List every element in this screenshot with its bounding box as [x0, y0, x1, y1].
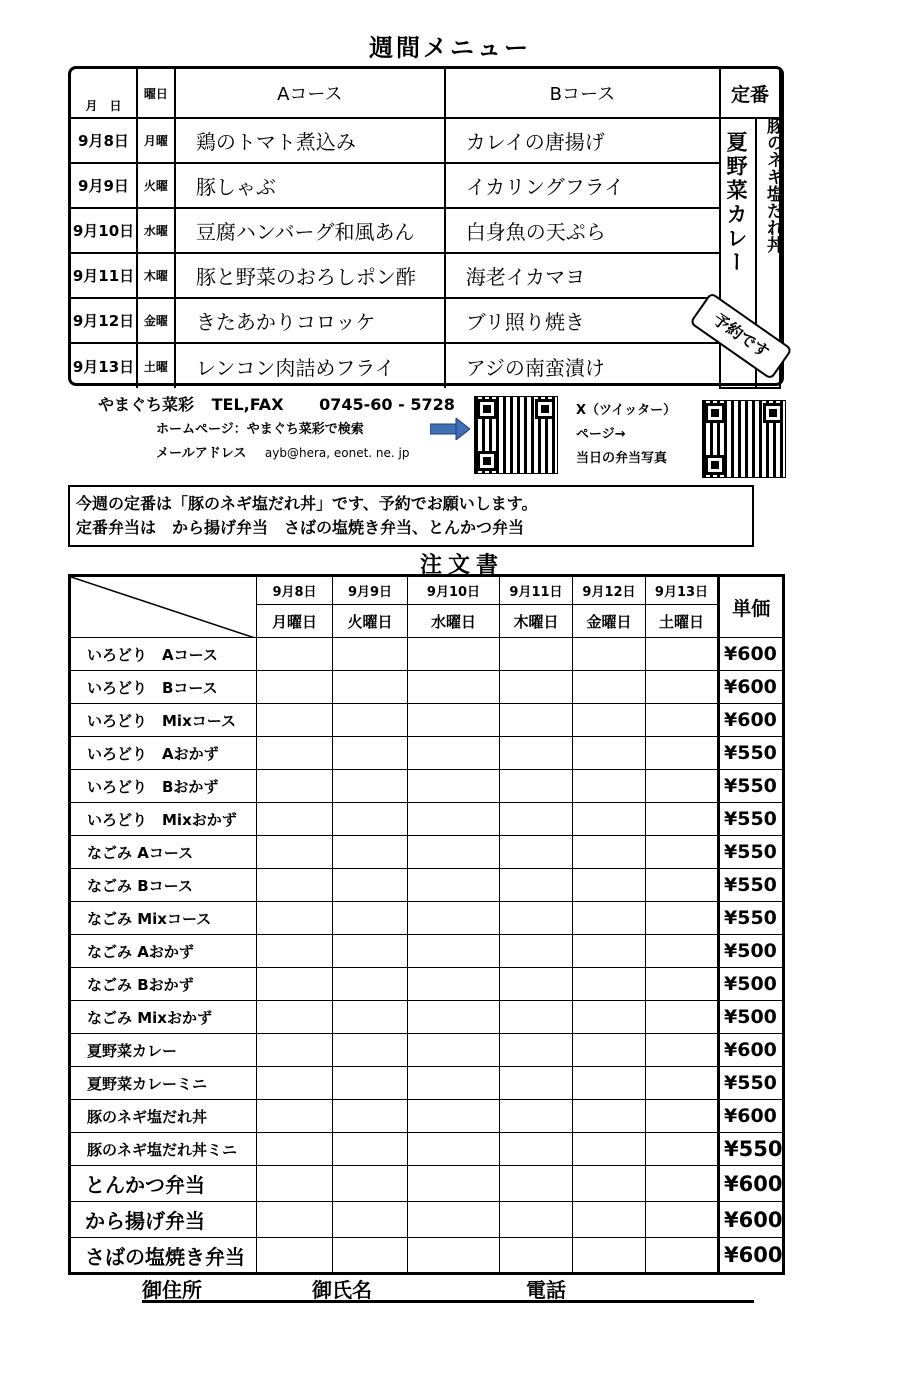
order-item-price: ¥550 [719, 1067, 784, 1100]
order-qty-cell[interactable] [408, 704, 500, 737]
order-item-name: なごみ Mixコース [70, 902, 257, 935]
order-qty-cell[interactable] [333, 737, 408, 770]
price-header: 単価 [719, 576, 784, 638]
order-qty-cell[interactable] [257, 671, 333, 704]
menu-header-course-b: Bコース [445, 69, 720, 118]
order-row [70, 1238, 784, 1274]
diagonal-line [71, 577, 257, 638]
menu-date: 9月13日 [71, 343, 137, 388]
order-item-name: いろどり Mixおかず [70, 803, 257, 836]
order-qty-cell[interactable] [646, 803, 719, 836]
order-qty-cell[interactable] [408, 1034, 500, 1067]
contact-line [98, 392, 455, 415]
order-qty-cell[interactable] [500, 704, 573, 737]
order-row [70, 803, 784, 836]
order-qty-cell[interactable] [573, 1202, 646, 1238]
order-qty-cell[interactable] [408, 836, 500, 869]
order-item-price: ¥550 [719, 737, 784, 770]
order-qty-cell[interactable] [408, 671, 500, 704]
order-qty-cell[interactable] [646, 671, 719, 704]
order-row [70, 770, 784, 803]
order-date-row [70, 576, 784, 605]
order-weekday: 土曜日 [646, 605, 719, 638]
order-qty-cell[interactable] [257, 1067, 333, 1100]
order-item-name: いろどり Mixコース [70, 704, 257, 737]
order-item-price: ¥600 [719, 1238, 784, 1274]
order-item-price: ¥500 [719, 968, 784, 1001]
order-row [70, 638, 784, 671]
order-qty-cell[interactable] [646, 737, 719, 770]
order-qty-cell[interactable] [500, 902, 573, 935]
notice-line: 定番弁当は から揚げ弁当 さばの塩焼き弁当、とんかつ弁当 [76, 518, 525, 537]
order-row [70, 671, 784, 704]
order-item-price: ¥600 [719, 671, 784, 704]
order-row [70, 968, 784, 1001]
page-title: 週間メニュー [369, 34, 531, 62]
order-qty-cell[interactable] [257, 803, 333, 836]
order-qty-cell[interactable] [257, 1133, 333, 1166]
order-row [70, 1034, 784, 1067]
order-qty-cell[interactable] [333, 869, 408, 902]
order-qty-cell[interactable] [333, 1001, 408, 1034]
order-qty-cell[interactable] [408, 869, 500, 902]
order-item-name: いろどり Aコース [70, 638, 257, 671]
weekly-menu [68, 66, 784, 386]
order-item-price: ¥600 [719, 704, 784, 737]
order-items [70, 638, 784, 1274]
teiban-curry: 夏野菜カレー [724, 131, 748, 275]
order-qty-cell[interactable] [646, 1166, 719, 1202]
order-qty-cell[interactable] [573, 869, 646, 902]
order-row [70, 935, 784, 968]
order-qty-cell[interactable] [333, 1202, 408, 1238]
arrow-right-icon [430, 418, 470, 440]
order-qty-cell[interactable] [408, 902, 500, 935]
menu-course-a: 鶏のトマト煮込み [175, 118, 445, 163]
phone-number: 0745-60 - 5728 [319, 395, 455, 414]
order-qty-cell[interactable] [646, 704, 719, 737]
order-item-price: ¥600 [719, 1034, 784, 1067]
order-qty-cell[interactable] [573, 638, 646, 671]
order-qty-cell[interactable] [500, 1238, 573, 1274]
order-item-name: いろどり Bおかず [70, 770, 257, 803]
menu-course-b: 白身魚の天ぷら [445, 208, 720, 253]
menu-row [71, 163, 780, 208]
order-qty-cell[interactable] [408, 638, 500, 671]
order-qty-cell[interactable] [500, 1166, 573, 1202]
customer-info-line [142, 1300, 754, 1303]
order-qty-cell[interactable] [333, 1166, 408, 1202]
order-item-name: さばの塩焼き弁当 [70, 1238, 257, 1274]
order-qty-cell[interactable] [408, 968, 500, 1001]
order-qty-cell[interactable] [333, 770, 408, 803]
order-row [70, 1067, 784, 1100]
lunch-photo-label: 当日の弁当写真 [576, 451, 668, 466]
order-item-name: なごみ Bおかず [70, 968, 257, 1001]
order-qty-cell[interactable] [333, 803, 408, 836]
order-item-price: ¥550 [719, 770, 784, 803]
menu-course-a: きたあかりコロッケ [175, 298, 445, 343]
order-qty-cell[interactable] [257, 1100, 333, 1133]
order-qty-cell[interactable] [257, 704, 333, 737]
order-qty-cell[interactable] [573, 737, 646, 770]
order-qty-cell[interactable] [646, 1133, 719, 1166]
order-weekday: 木曜日 [500, 605, 573, 638]
order-date: 9月8日 [257, 576, 333, 605]
email-line [156, 442, 409, 461]
order-date: 9月10日 [408, 576, 500, 605]
menu-course-a: レンコン肉詰めフライ [175, 343, 445, 388]
order-qty-cell[interactable] [573, 1034, 646, 1067]
order-item-name: 夏野菜カレーミニ [70, 1067, 257, 1100]
order-qty-cell[interactable] [500, 770, 573, 803]
order-qty-cell[interactable] [333, 1034, 408, 1067]
menu-dow: 土曜 [137, 343, 175, 388]
order-qty-cell[interactable] [333, 836, 408, 869]
order-row [70, 704, 784, 737]
twitter-label: X（ツイッター） [576, 403, 677, 418]
order-qty-cell[interactable] [257, 737, 333, 770]
order-qty-cell[interactable] [333, 638, 408, 671]
menu-header-date: 月 日 [71, 69, 137, 118]
order-qty-cell[interactable] [257, 836, 333, 869]
order-date: 9月9日 [333, 576, 408, 605]
order-qty-cell[interactable] [500, 836, 573, 869]
phone-label: 電話 [526, 1278, 566, 1302]
order-qty-cell[interactable] [333, 1100, 408, 1133]
order-title: 注文書 [420, 553, 505, 578]
email-address: ayb@hera, eonet. ne. jp [264, 446, 410, 460]
order-qty-cell[interactable] [257, 1001, 333, 1034]
reservation-badge: 予約です [689, 292, 793, 380]
order-row [70, 1133, 784, 1166]
order-item-name: いろどり Aおかず [70, 737, 257, 770]
email-label: メールアドレス [156, 446, 247, 461]
notice-line: 今週の定番は「豚のネギ塩だれ丼」です、予約でお願いします。 [76, 494, 538, 513]
menu-course-b: カレイの唐揚げ [445, 118, 720, 163]
order-item-price: ¥600 [719, 1202, 784, 1238]
order-qty-cell[interactable] [573, 902, 646, 935]
menu-course-b: イカリングフライ [445, 163, 720, 208]
order-date: 9月13日 [646, 576, 719, 605]
menu-header-teiban: 定番 [720, 69, 780, 118]
order-qty-cell[interactable] [646, 1202, 719, 1238]
order-qty-cell[interactable] [257, 638, 333, 671]
order-qty-cell[interactable] [573, 803, 646, 836]
order-item-price: ¥550 [719, 803, 784, 836]
order-qty-cell[interactable] [408, 1133, 500, 1166]
address-label: 御住所 [142, 1278, 202, 1302]
menu-header-course-a: Aコース [175, 69, 445, 118]
menu-date: 9月12日 [71, 298, 137, 343]
order-item-name: なごみ Aおかず [70, 935, 257, 968]
order-qty-cell[interactable] [500, 1034, 573, 1067]
order-weekday: 火曜日 [333, 605, 408, 638]
order-qty-cell[interactable] [573, 1001, 646, 1034]
order-qty-cell[interactable] [333, 902, 408, 935]
menu-row [71, 253, 780, 298]
order-item-name: なごみ Mixおかず [70, 1001, 257, 1034]
order-qty-cell[interactable] [500, 869, 573, 902]
order-qty-cell[interactable] [573, 935, 646, 968]
order-item-price: ¥600 [719, 1100, 784, 1133]
order-item-name: なごみ Bコース [70, 869, 257, 902]
qr-code-icon[interactable] [474, 396, 558, 474]
order-qty-cell[interactable] [257, 935, 333, 968]
menu-course-a: 豆腐ハンバーグ和風あん [175, 208, 445, 253]
order-row [70, 1166, 784, 1202]
order-item-name: とんかつ弁当 [70, 1166, 257, 1202]
order-item-name: いろどり Bコース [70, 671, 257, 704]
order-qty-cell[interactable] [646, 1238, 719, 1274]
order-qty-cell[interactable] [500, 671, 573, 704]
order-qty-cell[interactable] [500, 968, 573, 1001]
order-qty-cell[interactable] [500, 803, 573, 836]
menu-date: 9月9日 [71, 163, 137, 208]
order-table [68, 574, 785, 1275]
shop-name: やまぐち菜彩 [98, 395, 195, 414]
order-qty-cell[interactable] [646, 770, 719, 803]
order-item-price: ¥550 [719, 836, 784, 869]
order-row [70, 869, 784, 902]
order-qty-cell[interactable] [257, 902, 333, 935]
order-qty-cell[interactable] [408, 803, 500, 836]
order-qty-cell[interactable] [573, 770, 646, 803]
order-qty-cell[interactable] [573, 1100, 646, 1133]
homepage-text: ホームページ：やまぐち菜彩で検索 [156, 422, 364, 437]
order-qty-cell[interactable] [646, 836, 719, 869]
order-qty-cell[interactable] [257, 1166, 333, 1202]
order-row [70, 1001, 784, 1034]
order-qty-cell[interactable] [646, 968, 719, 1001]
order-row [70, 1100, 784, 1133]
order-item-price: ¥550 [719, 869, 784, 902]
order-weekday: 月曜日 [257, 605, 333, 638]
order-qty-cell[interactable] [500, 1133, 573, 1166]
order-item-name: 豚のネギ塩だれ丼 [70, 1100, 257, 1133]
order-weekday: 金曜日 [573, 605, 646, 638]
order-qty-cell[interactable] [573, 1238, 646, 1274]
menu-row [71, 343, 780, 388]
order-qty-cell[interactable] [257, 869, 333, 902]
menu-row [71, 298, 780, 343]
twitter-page: ページ→ [576, 427, 626, 442]
order-qty-cell[interactable] [500, 737, 573, 770]
order-qty-cell[interactable] [500, 1001, 573, 1034]
telfax-label: TEL,FAX [211, 395, 284, 414]
order-qty-cell[interactable] [408, 770, 500, 803]
menu-course-b: アジの南蛮漬け [445, 343, 720, 388]
order-item-name: なごみ Aコース [70, 836, 257, 869]
order-qty-cell[interactable] [500, 638, 573, 671]
menu-row [71, 208, 780, 253]
order-qty-cell[interactable] [333, 968, 408, 1001]
order-qty-cell[interactable] [573, 1166, 646, 1202]
order-qty-cell[interactable] [333, 704, 408, 737]
menu-course-b: 海老イカマヨ [445, 253, 720, 298]
order-qty-cell[interactable] [408, 1166, 500, 1202]
order-qty-cell[interactable] [646, 869, 719, 902]
order-corner [70, 576, 257, 638]
order-qty-cell[interactable] [408, 1202, 500, 1238]
menu-date: 9月10日 [71, 208, 137, 253]
customer-info-labels [142, 1274, 566, 1303]
menu-header-dow: 曜日 [137, 69, 175, 118]
menu-header-row [71, 69, 780, 118]
order-date: 9月11日 [500, 576, 573, 605]
order-qty-cell[interactable] [573, 968, 646, 1001]
order-qty-cell[interactable] [257, 770, 333, 803]
menu-dow: 水曜 [137, 208, 175, 253]
order-item-price: ¥500 [719, 1001, 784, 1034]
order-item-price: ¥600 [719, 638, 784, 671]
menu-date: 9月8日 [71, 118, 137, 163]
order-item-price: ¥500 [719, 935, 784, 968]
order-qty-cell[interactable] [646, 902, 719, 935]
order-qty-cell[interactable] [257, 968, 333, 1001]
order-qty-cell[interactable] [500, 1100, 573, 1133]
menu-row [71, 118, 780, 163]
teiban-donburi: 豚のネギ塩だれ丼 [763, 117, 783, 253]
order-row [70, 836, 784, 869]
order-qty-cell[interactable] [500, 935, 573, 968]
order-qty-cell[interactable] [408, 1100, 500, 1133]
twitter-info [576, 399, 676, 471]
order-row [70, 1202, 784, 1238]
order-qty-cell[interactable] [573, 1067, 646, 1100]
menu-dow: 月曜 [137, 118, 175, 163]
order-item-name: 豚のネギ塩だれ丼ミニ [70, 1133, 257, 1166]
name-label: 御氏名 [312, 1278, 372, 1302]
order-qty-cell[interactable] [257, 1202, 333, 1238]
order-qty-cell[interactable] [573, 704, 646, 737]
order-qty-cell[interactable] [408, 1067, 500, 1100]
order-qty-cell[interactable] [646, 1034, 719, 1067]
order-item-price: ¥550 [719, 1133, 784, 1166]
order-qty-cell[interactable] [573, 1133, 646, 1166]
order-qty-cell[interactable] [333, 1238, 408, 1274]
menu-dow: 火曜 [137, 163, 175, 208]
order-row [70, 737, 784, 770]
order-qty-cell[interactable] [573, 836, 646, 869]
order-weekday: 水曜日 [408, 605, 500, 638]
order-qty-cell[interactable] [333, 935, 408, 968]
order-item-name: 夏野菜カレー [70, 1034, 257, 1067]
order-qty-cell[interactable] [646, 1100, 719, 1133]
menu-dow: 金曜 [137, 298, 175, 343]
menu-dow: 木曜 [137, 253, 175, 298]
menu-course-a: 豚と野菜のおろしポン酢 [175, 253, 445, 298]
menu-course-b: ブリ照り焼き [445, 298, 720, 343]
menu-date: 9月11日 [71, 253, 137, 298]
order-qty-cell[interactable] [646, 1001, 719, 1034]
order-qty-cell[interactable] [333, 1133, 408, 1166]
order-item-name: から揚げ弁当 [70, 1202, 257, 1238]
qr-code-icon[interactable] [702, 400, 786, 478]
order-item-price: ¥550 [719, 902, 784, 935]
order-qty-cell[interactable] [573, 671, 646, 704]
order-date: 9月12日 [573, 576, 646, 605]
order-qty-cell[interactable] [500, 1202, 573, 1238]
notice-box [68, 485, 754, 547]
menu-table [71, 69, 781, 389]
order-qty-cell[interactable] [257, 1238, 333, 1274]
order-qty-cell[interactable] [333, 1067, 408, 1100]
order-qty-cell[interactable] [646, 638, 719, 671]
order-item-price: ¥600 [719, 1166, 784, 1202]
order-qty-cell[interactable] [333, 671, 408, 704]
order-qty-cell[interactable] [646, 935, 719, 968]
order-qty-cell[interactable] [408, 737, 500, 770]
order-row [70, 902, 784, 935]
order-qty-cell[interactable] [408, 935, 500, 968]
order-qty-cell[interactable] [257, 1034, 333, 1067]
menu-course-a: 豚しゃぶ [175, 163, 445, 208]
order-qty-cell[interactable] [646, 1067, 719, 1100]
order-qty-cell[interactable] [500, 1067, 573, 1100]
order-qty-cell[interactable] [408, 1001, 500, 1034]
order-qty-cell[interactable] [408, 1238, 500, 1274]
